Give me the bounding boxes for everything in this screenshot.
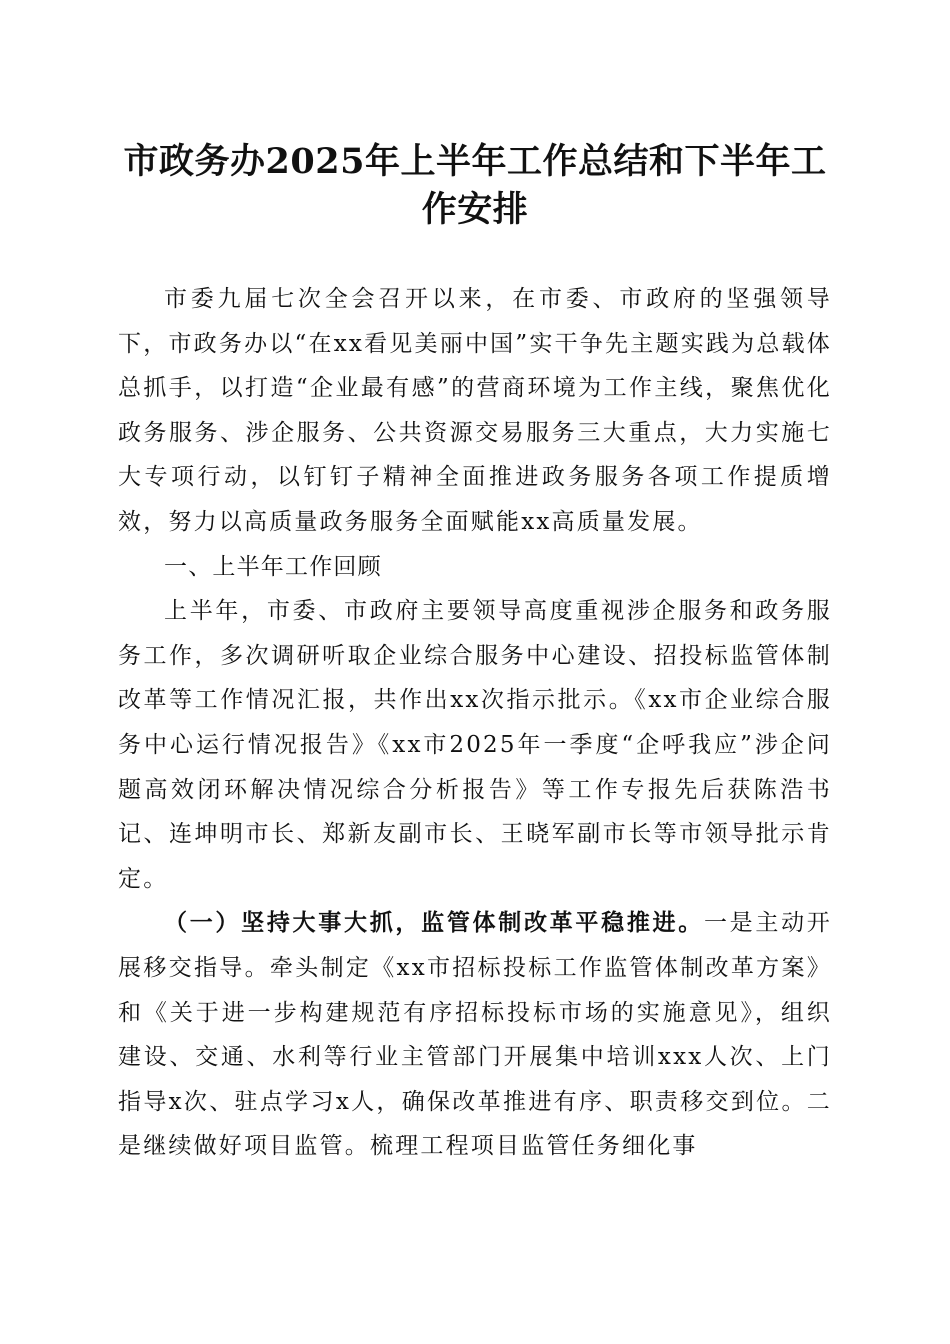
review-paragraph: 上半年，市委、市政府主要领导高度重视涉企服务和政务服务工作，多次调研听取企业综合服务中心建设、招投标监管体制改革等工作情况汇报，共作出xx次指示批示。《xx市企业综合服务中心运行情况报告》《xx市2025年一季度“企呼我应”涉企问题高效闭环解决情况综合分析报告》等工作专报先后获陈浩书记、连坤明市长、郑新友副市长、王晓军副市长等市领导批示肯定。 <box>118 598 832 892</box>
intro-paragraph: 市委九届七次全会召开以来，在市委、市政府的坚强领导下，市政务办以“在xx看见美丽中国”实干争先主题实践为总载体总抓手，以打造“企业最有感”的营商环境为工作主线，聚焦优化政务服务、涉企服务、公共资源交易服务三大重点，大力实施七大专项行动，以钉钉子精神全面推进政务服务各项工作提质增效，努力以高质量政务服务全面赋能xx高质量发展。 <box>118 286 832 535</box>
section-1-text: 一是主动开展移交指导。牵头制定《xx市招标投标工作监管体制改革方案》和《关于进一步构建规范有序招标投标市场的实施意见》，组织建设、交通、水利等行业主管部门开展集中培训xxx人次、上门指导x次、驻点学习x人，确保改革推进有序、职责移交到位。二是继续做好项目监管。梳理工程项目监管任务细化事 <box>118 910 833 1160</box>
document-body <box>118 277 832 1169</box>
section-1-paragraph <box>118 901 832 1169</box>
section-heading-review: 一、上半年工作回顾 <box>164 553 382 580</box>
document-title: 市政务办2025年上半年工作总结和下半年工作安排 <box>123 141 827 230</box>
section-1-lead: （一）坚持大事大抓，监管体制改革平稳推进。 <box>164 909 704 937</box>
